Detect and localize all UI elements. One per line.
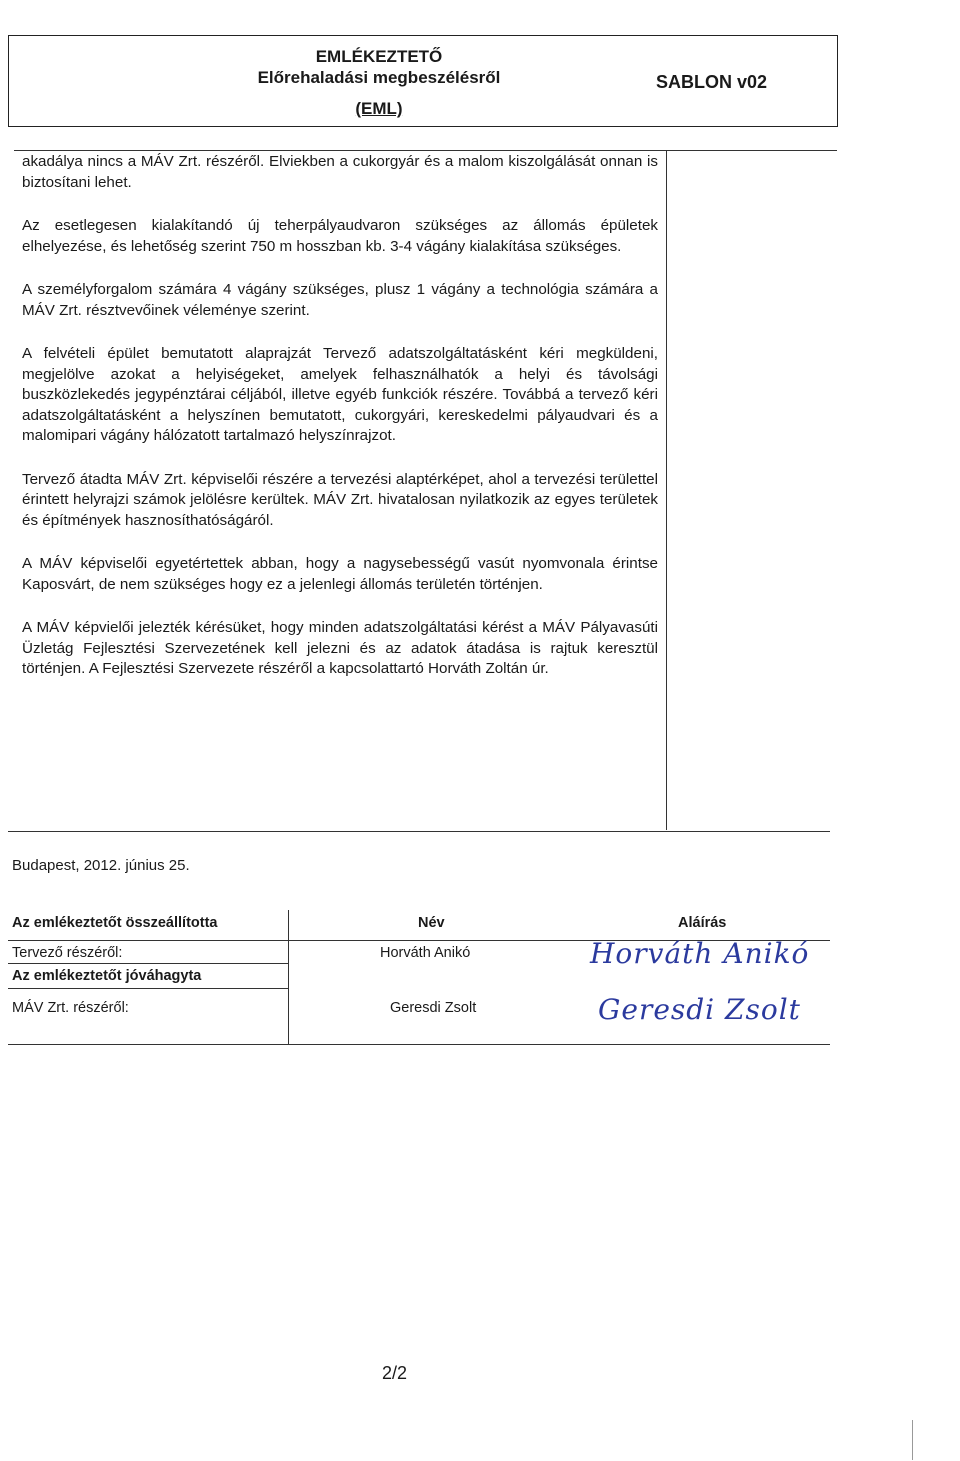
paragraph: Tervező átadta MÁV Zrt. képviselői részére a tervezési alaptérképet, ahol a tervezési területtel érintett helyrajzi számok jelölésre kerültek. MÁV Zrt. hivatalosan nyilatkozik az egyes területek és építmények hasznosíthatóságáról.	[22, 470, 658, 529]
scan-mark	[912, 1420, 913, 1460]
row1-name: Horváth Anikó	[380, 945, 471, 961]
table-divider	[8, 988, 288, 989]
document-header	[8, 35, 838, 127]
document-body	[22, 152, 658, 703]
content-frame-top	[14, 150, 837, 151]
table-divider	[8, 1044, 830, 1045]
row2-party: MÁV Zrt. részéről:	[12, 1000, 129, 1016]
paragraph: akadálya nincs a MÁV Zrt. részéről. Elviekben a cukorgyár és a malom kiszolgálását onnan is biztosítani lehet.	[22, 153, 658, 191]
row2-signature: Geresdi Zsolt	[598, 993, 801, 1026]
document-code: (EML)	[355, 99, 403, 118]
content-frame-right	[666, 150, 667, 830]
template-version: SABLON v02	[655, 72, 767, 92]
row2-name: Geresdi Zsolt	[390, 1000, 477, 1016]
content-frame-bottom	[8, 831, 830, 832]
paragraph: A MÁV képvielői jelezték kérésüket, hogy minden adatszolgáltatási kérést a MÁV Pályavasúti Üzletág Fejlesztési Szervezetének kell jelezni és az adatok átadása is rajtuk keresztül történjen. A Fejlesztési Szervezete részéről a kapcsolattartó Horváth Zoltán úr.	[22, 619, 658, 677]
paragraph: A személyforgalom számára 4 vágány szükséges, plusz 1 vágány a technológia számára a MÁV Zrt. résztvevőinek véleménye szerint.	[22, 281, 658, 319]
row1-party: Tervező részéről:	[12, 945, 123, 961]
header-name: Név	[418, 915, 445, 931]
table-divider	[288, 910, 289, 1044]
table-divider	[8, 963, 288, 964]
paragraph: A MÁV képviselői egyetértettek abban, hogy a nagysebességű vasút nyomvonala érintse Kaposvárt, de nem szükséges hogy ez a jelenlegi állomás területén történjen.	[22, 555, 658, 593]
signature-table	[8, 905, 830, 1045]
document-title: EMLÉKEZTETŐ	[315, 47, 443, 66]
paragraph: Az esetlegesen kialakítandó új teherpályaudvaron szükséges az állomás épületek elhelyezése, és lehetőség szerint 750 m hosszban kb. 3-4 vágány kialakítása szükséges.	[22, 217, 658, 255]
page-number: 2/2	[382, 1363, 408, 1383]
row1-signature: Horváth Anikó	[590, 937, 810, 970]
header-compiled-by: Az emlékeztetőt összeállította	[12, 915, 218, 931]
header-signature: Aláírás	[678, 915, 727, 931]
paragraph: A felvételi épület bemutatott alaprajzát Tervező adatszolgáltatásként kéri megküldeni, megjelölve azokat a helyiségeket, amelyek felhasználhatók a helyi és távolsági buszközlekedés jegypénztárai céljából, illetve egyéb funkciók részére. Továbbá a tervező kéri adatszolgáltatásként a helyszínen bemutatott, cukorgyári, kereskedelmi pályaudvari és a malomipari vágány hálózatott tartalmazó helyszínrajzot.	[22, 345, 658, 444]
document-date: Budapest, 2012. június 25.	[12, 857, 190, 874]
document-subtitle: Előrehaladási megbeszélésről	[257, 68, 501, 87]
approved-label: Az emlékeztetőt jóváhagyta	[12, 968, 202, 984]
